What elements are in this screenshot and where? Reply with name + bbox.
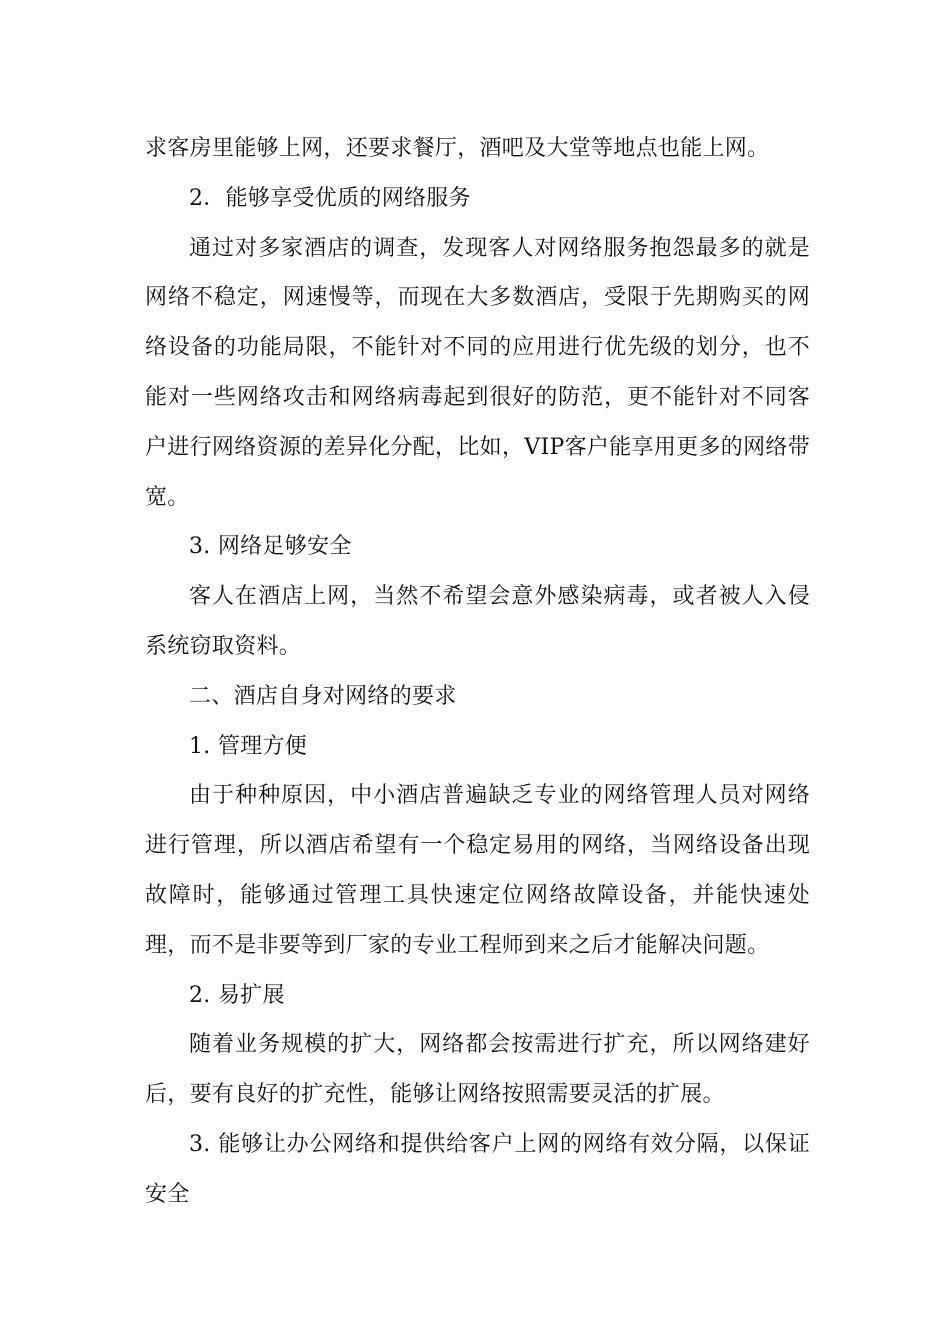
paragraph-continuation: 求客房里能够上网，还要求餐厅，酒吧及大堂等地点也能上网。	[145, 136, 770, 161]
paragraph-network-security: 客人在酒店上网，当然不希望会意外感染病毒，或者被人入侵系统窃取资料。	[145, 584, 810, 659]
section-heading-hotel-requirements: 二、酒店自身对网络的要求	[189, 683, 457, 709]
heading-quality-service: 2．能够享受优质的网络服务	[189, 185, 471, 211]
heading-network-security: 3. 网络足够安全	[189, 534, 352, 560]
heading-easy-management: 1. 管理方便	[189, 733, 308, 759]
heading-network-separation: 3. 能够让办公网络和提供给客户上网的网络有效分隔，以保证安全	[145, 1131, 810, 1207]
paragraph-quality-service: 通过对多家酒店的调查，发现客人对网络服务抱怨最多的就是网络不稳定，网速慢等，而现在大多数酒店，受限于先期购买的网络设备的功能局限，不能针对不同的应用进行优先级的划分，也不能对一些网络攻击和网络病毒起到很好的防范，更不能针对不同客户进行网络资源的差异化分配，比如，VIP客户能享用更多的网络带宽。	[145, 235, 810, 510]
document-body	[145, 124, 810, 1220]
heading-easy-expansion: 2. 易扩展	[189, 982, 285, 1008]
paragraph-easy-management: 由于种种原因，中小酒店普遍缺乏专业的网络管理人员对网络进行管理，所以酒店希望有一个稳定易用的网络，当网络设备出现故障时，能够通过管理工具快速定位网络故障设备，并能快速处理，而不是非要等到厂家的专业工程师到来之后才能解决问题。	[145, 783, 810, 958]
paragraph-easy-expansion: 随着业务规模的扩大，网络都会按需进行扩充，所以网络建好后，要有良好的扩充性，能够让网络按照需要灵活的扩展。	[145, 1032, 810, 1108]
